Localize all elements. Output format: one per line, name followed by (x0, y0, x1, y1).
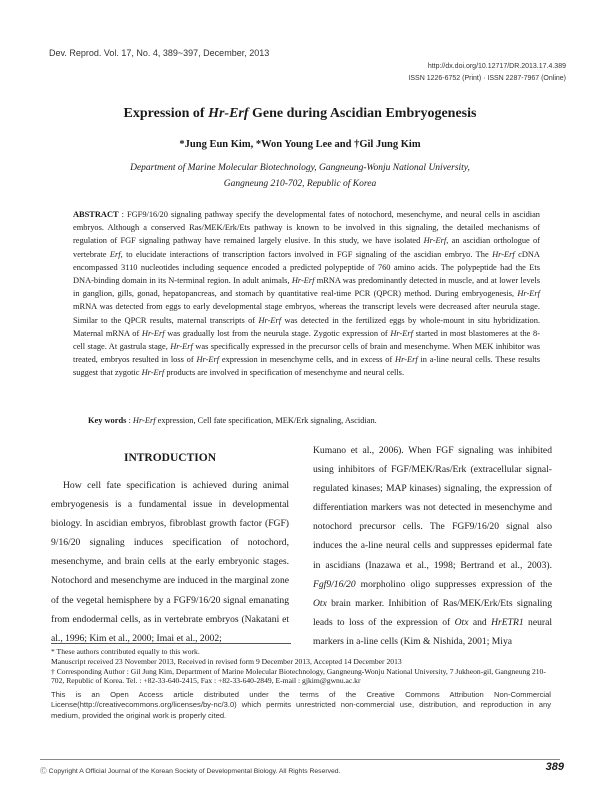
intro-right-column: Kumano et al., 2006). When FGF signaling was inhibited using inhibitors of FGF/MEK/Ras/Erk (extracellular signal-regulated kinases; MAP kinases) signaling, the expression of differentiation markers was not detected in mesenchyme and notochord precursor cells. The FGF9/16/20 signal also induces the a-line neural cells and suppresses epidermal fate in ascidians (Inazawa et al., 1998; Bertrand et al., 2003). Fgf9/16/20 morpholino oligo suppresses expression of the Otx brain marker. Inhibition of Ras/MEK/Erk/Ets signaling leads to loss of the expression of Otx and HrETR1 neural markers in a-line cells (Kim & Nishida, 2001; Miya (313, 445, 552, 647)
footnote-divider (51, 643, 291, 644)
abstract-label: ABSTRACT (73, 210, 119, 219)
open-access-license: This is an Open Access article distributed under the terms of the Creative Commons Attribution Non-Commercial License(http://creativecommons.org/licenses/by-nc/3.0) which permits unrestricted non-commercial use, distribution, and reproduction in any medium, provided the original work is properly cited. (51, 690, 551, 720)
paper-title: Expression of Hr-Erf Gene during Ascidian Embryogenesis (123, 106, 477, 121)
footnotes (51, 647, 551, 686)
journal-citation: Dev. Reprod. Vol. 17, No. 4, 389~397, December, 2013 (49, 48, 270, 58)
section-heading-introduction: INTRODUCTION (123, 452, 216, 464)
doi-link[interactable]: http://dx.doi.org/10.12717/DR.2013.17.4.389 (427, 63, 566, 70)
author-list: *Jung Eun Kim, *Won Young Lee and †Gil Jung Kim (179, 139, 421, 150)
footnote-equal-contribution: * These authors contributed equally to this work. (51, 647, 200, 656)
title-gene: Hr-Erf (208, 106, 249, 121)
intro-left-column: How cell fate specification is achieved during animal embryogenesis is a fundamental issue in developmental biology. In ascidian embryos, fibroblast growth factor (FGF) 9/16/20 signaling induces specification of notochord, mesenchyme, and brain cells at the early embryonic stages. Notochord and mesenchyme are induced in the marginal zone of the vegetal hemisphere by a FGF9/16/20 signal emanating from endodermal cells, as in vertebrate embryos (Nakatani et al., 1996; Kim et al., 2000; Imai et al., 2002; (51, 480, 289, 644)
footnote-corresponding-author: † Corresponding Author : Gil Jung Kim, Department of Marine Molecular Biotechnology, Gangneung-Wonju National University, 7 Jukheon-gil, Gangneung 210-702, Republic of Korea. Tel. : +82-33-640-2415, Fax : +82-33-640-2849, E-mail : gjkim@gwnu.ac.kr (51, 666, 546, 686)
affiliation: Department of Marine Molecular Biotechnology, Gangneung-Wonju National University, Gangneung 210-702, Republic of Korea (130, 163, 470, 189)
doi-issn-block (408, 61, 566, 85)
page-number: 389 (545, 761, 564, 773)
abstract: ABSTRACT : FGF9/16/20 signaling pathway specify the developmental fates of notochord, mesenchyme, and neural cells in ascidian embryos. Although a conserved Ras/MEK/Erk/Ets pathway is known to be involved in this signaling, the detailed mechanisms of regulation of FGF signaling pathway have remained largely elusive. In this study, we have isolated Hr-Erf, an ascidian orthologue of vertebrate Erf, to elucidate interactions of transcription factors involved in FGF signaling of the ascidian embryo. The Hr-Erf cDNA encompassed 3110 nucleotides including sequence encoded a predicted polypeptide of 760 amino acids. The polypeptide had the Ets DNA-binding domain in its N-terminal region. In adult animals, Hr-Erf mRNA was predominantly detected in muscle, and at lower levels in ganglion, gills, gonad, hepatopancreas, and stomach by quantitative real-time PCR (QPCR) method. During embryogenesis, Hr-Erf mRNA was detected from eggs to early developmental stage embryos, whereas the transcript levels were decreased after neurula stage. Similar to the QPCR results, maternal transcripts of Hr-Erf was detected in the fertilized eggs by whole-mount in situ hybridization. Maternal mRNA of Hr-Erf was gradually lost from the neurula stage. Zygotic expression of Hr-Erf started in most blastomeres at the 8-cell stage. At gastrula stage, Hr-Erf was specifically expressed in the precursor cells of brain and mesenchyme. When MEK inhibitor was treated, embryos resulted in loss of Hr-Erf expression in mesenchyme cells, and in excess of Hr-Erf in a-line neural cells. These results suggest that zygotic Hr-Erf products are involved in specification of mesenchyme and neural cells. (73, 210, 541, 378)
copyright-notice: Ⓒ Copyright A Official Journal of the Korean Society of Developmental Biology. All Rights Reserved. (40, 768, 341, 775)
footer-divider (40, 759, 560, 760)
footnote-manuscript-dates: Manuscript received 23 November 2013, Received in revised form 9 December 2013, Accepted 14 December 2013 (51, 656, 402, 666)
keywords: Key words : Hr-Erf expression, Cell fate specification, MEK/Erk signaling, Ascidian. (88, 416, 377, 425)
issn: ISSN 1226-6752 (Print) · ISSN 2287-7967 (Online) (408, 75, 566, 82)
